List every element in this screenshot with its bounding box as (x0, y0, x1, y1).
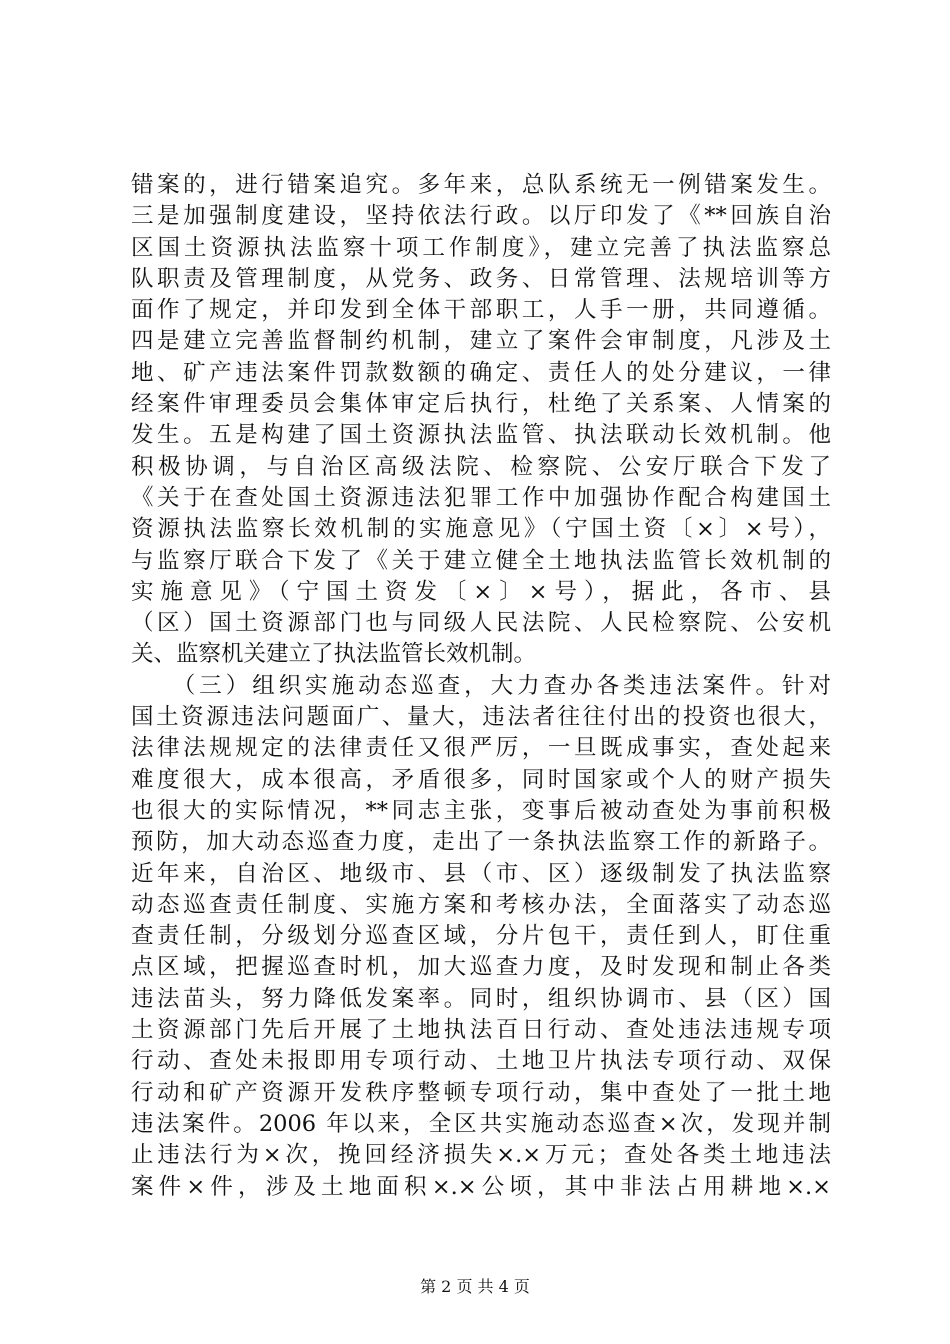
text-line: 实施意见》（宁国土资发〔×〕×号），据此，各市、县 (131, 578, 831, 605)
text-line: 土资源部门先后开展了土地执法百日行动、查处违法违规专项 (131, 1017, 831, 1044)
text-line: 违法案件。2006 年以来，全区共实施动态巡查×次，发现并制 (131, 1110, 831, 1137)
text-line: 止违法行为×次，挽回经济损失×.×万元；查处各类土地违法 (131, 1142, 831, 1169)
text-line: 违法苗头，努力降低发案率。同时，组织协调市、县（区）国 (131, 985, 831, 1012)
text-line: 查责任制，分级划分巡查区域，分片包干，责任到人，盯住重 (131, 923, 831, 950)
text-line: 难度很大，成本很高，矛盾很多，同时国家或个人的财产损失 (131, 766, 831, 793)
text-line: 关、监察机关建立了执法监管长效机制。 (131, 641, 537, 668)
text-line: 面作了规定，并印发到全体干部职工，人手一册，共同遵循。 (131, 297, 831, 324)
text-line: 案件×件，涉及土地面积×.×公顷，其中非法占用耕地×.× (131, 1173, 831, 1200)
text-line: 资源执法监察长效机制的实施意见》（宁国土资〔×〕×号）， (131, 516, 831, 543)
text-line: 积极协调，与自治区高级法院、检察院、公安厅联合下发了 (131, 453, 831, 480)
text-line: 动态巡查责任制度、实施方案和考核办法，全面落实了动态巡 (131, 891, 831, 918)
document-body (131, 170, 831, 1203)
text-line: （三）组织实施动态巡查，大力查办各类违法案件。针对 (131, 672, 831, 699)
text-line: 地、矿产违法案件罚款数额的确定、责任人的处分建议，一律 (131, 359, 831, 386)
text-line: 队职责及管理制度，从党务、政务、日常管理、法规培训等方 (131, 265, 831, 292)
text-line: 发生。五是构建了国土资源执法监管、执法联动长效机制。他 (131, 422, 831, 449)
text-line: （区）国土资源部门也与同级人民法院、人民检察院、公安机 (131, 610, 831, 637)
text-line: 也很大的实际情况，**同志主张，变事后被动查处为事前积极 (131, 797, 831, 824)
text-line: 行动、查处未报即用专项行动、土地卫片执法专项行动、双保 (131, 1048, 831, 1075)
text-line: 行动和矿产资源开发秩序整顿专项行动，集中查处了一批土地 (131, 1079, 831, 1106)
text-line: 区国土资源执法监察十项工作制度》，建立完善了执法监察总 (131, 234, 831, 261)
page-number-footer: 第 2 页 共 4 页 (420, 1277, 530, 1296)
text-line: 点区域，把握巡查时机，加大巡查力度，及时发现和制止各类 (131, 954, 831, 981)
text-line: 预防，加大动态巡查力度，走出了一条执法监察工作的新路子。 (131, 829, 831, 856)
text-line: 四是建立完善监督制约机制，建立了案件会审制度，凡涉及土 (131, 328, 831, 355)
text-line: 国土资源违法问题面广、量大，违法者往往付出的投资也很大， (131, 704, 831, 731)
text-line: 三是加强制度建设，坚持依法行政。以厅印发了《**回族自治 (131, 203, 831, 230)
text-line: 与监察厅联合下发了《关于建立健全土地执法监管长效机制的 (131, 547, 831, 574)
text-line: 近年来，自治区、地级市、县（市、区）逐级制发了执法监察 (131, 860, 831, 887)
text-line: 经案件审理委员会集体审定后执行，杜绝了关系案、人情案的 (131, 391, 831, 418)
text-line: 错案的，进行错案追究。多年来，总队系统无一例错案发生。 (131, 172, 831, 198)
text-line: 《关于在查处国土资源违法犯罪工作中加强协作配合构建国土 (131, 484, 831, 511)
text-line: 法律法规规定的法律责任又很严厉，一旦既成事实，查处起来 (131, 735, 831, 762)
